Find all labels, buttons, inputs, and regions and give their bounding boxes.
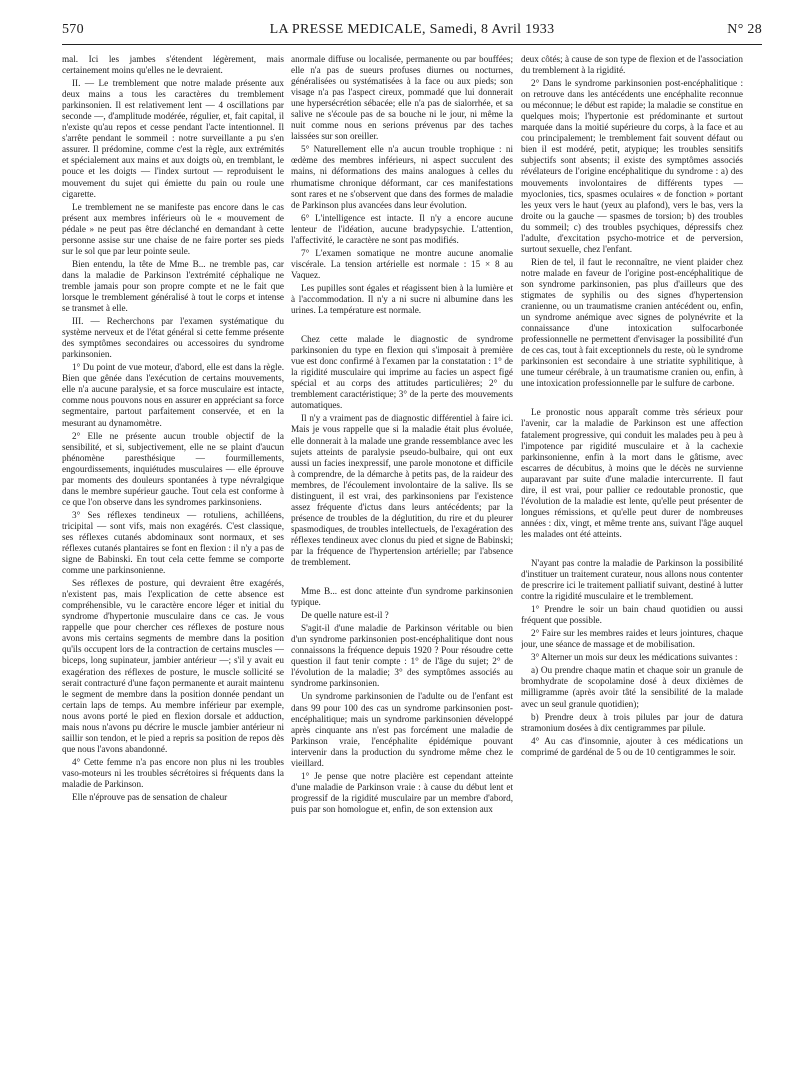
paragraph: II. — Le tremblement que notre malade présente aux deux mains a tous les caractères du tremblement parkinsonien. Il est relativement lent — 4 oscillations par seconde —, d'amplitude modérée, régulier, et, fait capital, il n'existe qu'au repos et cesse pendant l'acte intentionnel. Il s'arrête pendant le sommeil : notre surveillante a pu s'en assurer. Il prédomine, comme c'est la règle, aux extrémités et spécialement aux mains et aux doigts où, en tremblant, le pouce et les doigts — l'index surtout — reproduisent le mouvement du sujet qui émiette du pain ou roule une cigarette. [62, 78, 284, 199]
paragraph: 5° Naturellement elle n'a aucun trouble trophique : ni œdème des membres inférieurs, ni aspect succulent des mains, ni déformations des mains analogues à celles du rhumatisme chronique déformant, car ces manifestations sont rares et ne s'observent que dans des formes de maladie de Parkinson plus avancées dans leur évolution. [291, 144, 513, 210]
column-middle [291, 54, 513, 1074]
paragraph: 1° Je pense que notre placière est cependant atteinte d'une maladie de Parkinson vraie : à cause du début lent et progressif de la rigidité musculaire par un membre d'abord, puis par son homologue et, enfin, de son extension aux [291, 770, 513, 814]
paragraph: De quelle nature est-il ? [301, 610, 389, 621]
paragraph: deux côtés; à cause de son type de flexion et de l'association du tremblement à la rigidité. [521, 54, 743, 76]
column-right [521, 54, 743, 1074]
paragraph: 2° Dans le syndrome parkinsonien post-encéphalitique : on retrouve dans les antécédents une encéphalite reconnue ou méconnue; le début est rapide; la maladie se constitue en quelques mois; l'hypertonie est prédominante et surtout marquée dans la moitié supérieure du corps, à la face et au cou principalement; le tremblement fait souvent défaut ou bien il est modéré, petit, atypique; les troubles sensitifs subjectifs sont absents; il existe des symptômes associés révélateurs de l'origine encéphalitique du syndrome : a) des mouvements involontaires de différents types — myoclonies, tics, spasmes oculaires « de fonction » portant les yeux vers le haut (yeux au plafond), vers le bas, vers la droite ou la gauche — spasmes de torsion; b) des troubles du sommeil; c) des troubles psychiques, dépressifs chez l'adulte, d'excitation psycho-motrice et de perversion, surtout sexuelle, chez l'enfant. [521, 78, 743, 254]
paragraph: 1° Prendre le soir un bain chaud quotidien ou aussi fréquent que possible. [521, 604, 743, 626]
column-left [62, 54, 284, 1074]
paragraph: 6° L'intelligence est intacte. Il n'y a encore aucune lenteur de l'idéation, aucune bradypsychie. L'attention, l'affectivité, le caractère ne sont pas modifiés. [291, 212, 513, 245]
paragraph: 4° Au cas d'insomnie, ajouter à ces médications un comprimé de gardénal de 5 ou de 10 centigrammes le soir. [521, 735, 743, 757]
paragraph: 1° Du point de vue moteur, d'abord, elle est dans la règle. Bien que gênée dans l'exécution de certains mouvements, elle n'a aucune paralysie, et sa force musculaire est intacte, comme nous pouvons nous en assurer en appréciant sa force segmentaire, partout parfaitement conservée, et en la mesurant au dynamomètre. [62, 362, 284, 428]
paragraph: Un syndrome parkinsonien de l'adulte ou de l'enfant est dans 99 pour 100 des cas un syndrome parkinsonien post-encéphalitique; mais un syndrome parkinsonien développé après cinquante ans n'est pas forcément une maladie de Parkinson vraie, l'encéphalite épidémique pouvant intervenir dans la production du syndrome même chez le vieillard. [291, 691, 513, 768]
paragraph: b) Prendre deux à trois pilules par jour de datura stramonium dosées à dix centigrammes par pilule. [521, 711, 743, 733]
paragraph: Les pupilles sont égales et réagissent bien à la lumière et à l'accommodation. Il n'y a ni sucre ni albumine dans les urines. La température est normale. [291, 282, 513, 316]
paragraph: Elle n'éprouve pas de sensation de chaleur [72, 792, 228, 803]
section-gap [291, 318, 513, 334]
paragraph: Rien de tel, il faut le reconnaître, ne vient plaider chez notre malade en faveur de l'origine post-encéphalitique de son syndrome parkinsonien, pas plus d'ailleurs que des stigmates de syphilis ou des signes d'hypertension cranienne, ou un traumatisme cranien antécédent ou, enfin, un syndrome anémique avec signes de polynévrite et la connaissance d'une intoxication sulfocarbonée professionnelle ne permettent d'envisager la possibilité d'un de ces cas, tout à fait exceptionnels du reste, où le syndrome parkinsonien est secondaire à une striatite syphilitique, à une tumeur cérébrale, à un traumatisme cranien ou, enfin, à une intoxication professionnelle par le sulfure de carbone. [521, 256, 743, 389]
paragraph: mal. Ici les jambes s'étendent légèrement, mais certainement moins qu'elles ne le devraient. [62, 54, 284, 76]
running-header [62, 22, 762, 45]
section-gap [521, 391, 743, 407]
paragraph: 2° Elle ne présente aucun trouble objectif de la sensibilité, et si, subjectivement, elle ne se plaint d'aucun phénomène paresthésique — fourmillements, engourdissements, inquiétudes musculaires — elle éprouve par moments des douleurs spontanées à type névralgique dans le membre supérieur gauche. Tout cela est conforme à ce que l'on observe dans les syndromes parkinsoniens. [62, 430, 284, 507]
paragraph: anormale diffuse ou localisée, permanente ou par bouffées; elle n'a pas de sueurs profuses diurnes ou nocturnes, généralisées ou systématisées à la face ou aux pieds; son visage n'a pas l'aspect cireux, pommadé que lui donnerait une hypersécrétion sébacée; elle n'a pas de sialorrhée, et sa salive ne s'écoule pas de sa bouche ni le jour, ni même la nuit comme nous en serions prévenus par des taches laissées sur son oreiller. [291, 54, 513, 142]
paragraph: Chez cette malade le diagnostic de syndrome parkinsonien du type en flexion qui s'imposait à première vue est donc confirmé à l'examen par la constatation : 1° de la rigidité musculaire qui imprime au facies un aspect figé spécial et au corps des attitudes particulières; 2° du tremblement caractéristique; 3° de la perte des mouvements automatiques. [291, 334, 513, 411]
paragraph: Il n'y a vraiment pas de diagnostic différentiel à faire ici. Mais je vous rappelle que si la maladie était plus évoluée, elle donnerait à la malade une grande ressemblance avec les sujets atteints de paralysie pseudo-bulbaire, qui ont eux aussi un facies inexpressif, une parole monotone et difficile à comprendre, de la démarche à petits pas, de la raideur des membres, de l'écoulement involontaire de la salive. Ils se distinguent, il est vrai, des parkinsoniens par l'existence assez fréquente d'ictus dans leurs antécédents; par la présence de troubles de la déglutition, du rire et du pleurer spasmodiques, de troubles intellectuels, de l'exagération des réflexes tendineux avec clonus du pied et signe de Babinski; par la fréquence de l'hypertension artérielle; par l'absence de tremblement. [291, 413, 513, 568]
section-gap [521, 542, 743, 558]
paragraph: Bien entendu, la tête de Mme B... ne tremble pas, car dans la maladie de Parkinson l'extrémité céphalique ne tremble jamais pour son propre compte et ne le fait que lorsque le tremblement généralisé à tout le corps et intense se transmet à elle. [62, 258, 284, 314]
paragraph: a) Ou prendre chaque matin et chaque soir un granule de bromhydrate de scopolamine dosé à deux dixièmes de milligramme (après avoir tâté la sensibilité de la malade avec un seul granule quotidien); [521, 665, 743, 709]
paragraph: Le tremblement ne se manifeste pas encore dans le cas présent aux membres inférieurs où le « mouvement de pédale » ne peut pas être déclanché en demandant à cette personne assise sur une chaise de ne faire porter ses pieds sur le sol que par leur pointe seule. [62, 201, 284, 256]
paragraph: 3° Alterner un mois sur deux les médications suivantes : [531, 652, 738, 663]
journal-title: LA PRESSE MEDICALE, Samedi, 8 Avril 1933 [269, 22, 555, 37]
paragraph: 4° Cette femme n'a pas encore non plus ni les troubles vaso-moteurs ni les troubles sécrétoires si fréquents dans la maladie de Parkinson. [62, 756, 284, 789]
issue-number: N° 28 [727, 22, 762, 37]
paragraph: Ses réflexes de posture, qui devraient être exagérés, n'existent pas, mais l'explication de cette absence est compréhensible, vu le caractère encore léger et initial du syndrome d'hypertonie musculaire dans ce cas. Je vous rappelle que pour chercher ces réflexes de posture nous avons mis certains segments de membre dans la position qu'ils occupent lors de la contraction de certains muscles — biceps, long supinateur, jambier antérieur —; s'il y avait eu exagération des réflexes de posture, le muscle sollicité se serait contracturé d'une façon permanente et aurait maintenu le segment de membre dans la position donnée pendant un certain laps de temps. Au membre inférieur par exemple, nous avons porté le pied en flexion dorsale et adduction, mais nous n'avons pu décrire le muscle jambier antérieur ni saillir son tendon, et le pied a repris sa position de repos dès que nous l'avons abandonné. [62, 578, 284, 754]
page-number: 570 [62, 22, 84, 37]
paragraph: 2° Faire sur les membres raides et leurs jointures, chaque jour, une séance de massage et de mobilisation. [521, 628, 743, 650]
paragraph: S'agit-il d'une maladie de Parkinson véritable ou bien d'un syndrome parkinsonien post-encéphalitique dont nous connaissons la fréquence depuis 1920 ? Pour résoudre cette question il faut tenir compte : 1° de l'âge du sujet; 2° de l'évolution de la maladie; 3° des symptômes associés au syndrome parkinsonien. [291, 623, 513, 689]
section-gap [291, 570, 513, 586]
paragraph: 3° Ses réflexes tendineux — rotuliens, achilléens, tricipital — sont vifs, mais non exagérés. C'est classique, ses réflexes cutanés abdominaux sont normaux, et ses réflexes cutanés plantaires se font en flexion : il n'y a pas de signe de Babinski. En tout cela cette femme se comporte comme une parkinsonienne. [62, 509, 284, 576]
paragraph: N'ayant pas contre la maladie de Parkinson la possibilité d'instituer un traitement curateur, nous allons nous contenter de prescrire ici le traitement palliatif suivant, destiné à lutter contre la rigidité musculaire et le tremblement. [521, 557, 743, 602]
paragraph: III. — Recherchons par l'examen systématique du système nerveux et de l'état général si cette femme présente des symptômes secondaires ou accessoires du syndrome parkinsonien. [62, 316, 284, 360]
paragraph: 7° L'examen somatique ne montre aucune anomalie viscérale. La tension artérielle est normale : 15 × 8 au Vaquez. [291, 247, 513, 280]
paragraph: Le pronostic nous apparaît comme très sérieux pour l'avenir, car la maladie de Parkinson est une affection fatalement progressive, qui conduit les malades peu à peu à l'impotence par rigidité musculaire et à la cachexie parkinsonienne, enfin à la mort dans le gâtisme, avec escarres de décubitus, à moins que le décès ne survienne auparavant par suite d'une maladie intercurrente. Il faut dire, il est vrai, pour pallier ce redoutable pronostic, que l'évolution de la maladie est lente, qu'elle peut présenter de longues rémissions, et qu'elle peut durer de nombreuses années : dix, vingt, et même trente ans, suivant l'âge auquel les malades ont été atteints. [521, 407, 743, 539]
paragraph: Mme B... est donc atteinte d'un syndrome parkinsonien typique. [291, 586, 513, 608]
